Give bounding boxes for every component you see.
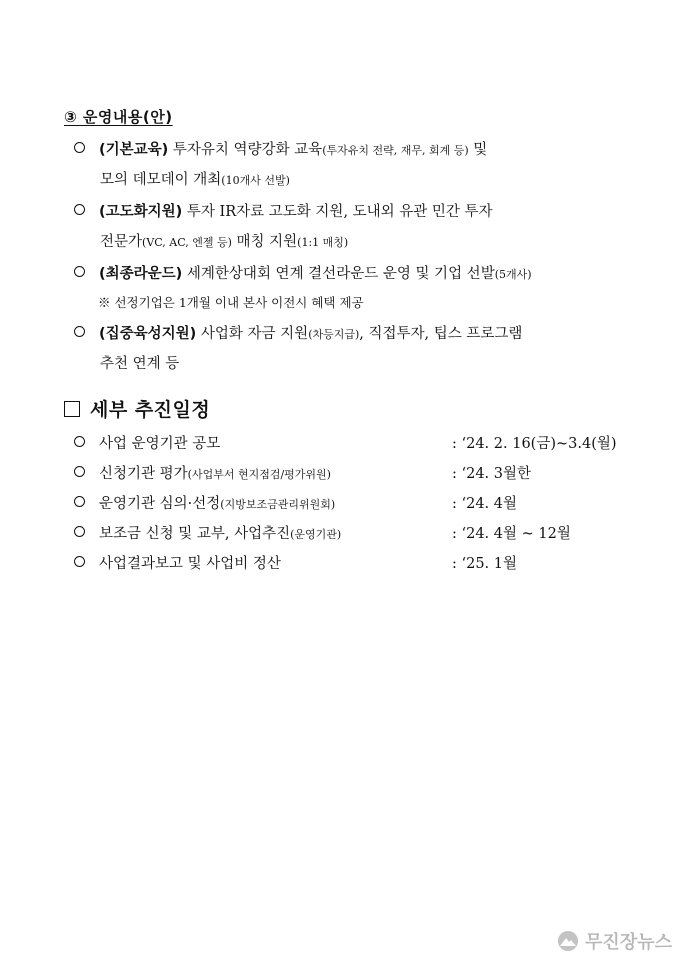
circle-bullet-icon [74, 496, 85, 507]
circle-bullet-icon [74, 556, 85, 567]
schedule-date: : ‘24. 4월 ~ 12월 [452, 526, 571, 542]
section-title: 세부 추진일정 [64, 395, 210, 422]
circle-bullet-icon [74, 204, 85, 215]
circle-bullet-icon [74, 466, 85, 477]
document-page: ③ 운영내용(안) (기본교육) 투자유치 역량강화 교육(투자유치 전략, 재무, 회계 등) 및 모의 데모데이 개최(10개사 선발) (고도화지원) 투자 IR자료 고도화 지원, 도내외 유관 민간 투자 전문가(VC, AC, 엔젤 등) 매칭 지원(1:1 매칭) (최종라운드) 세계한상대회 연계 결선라운드 운영 및 기업 선발(5개사) ※ 선정기업은 1개월 이내 본사 이전시 혜택 제공 (집중육성지원) 사업화 자금 지원(차등지급), 직접투자, 팁스 프로그램 추천 연계 등 세부 추진일정 사업 운영기관 공모 : ‘24. 2. 16(금)~3.4(월) 신청기관 평가(사업부서 현지점검/평가위원) : ‘24. 3월한 운영기관 심의·선정(지방보조금관리위원회) : ‘24. 4월 보조금 신청 및 교부, 사업추진(운영기관) : ‘24. 4월 ~ 12월 사업결과보고 및 사업비 정산 : ‘25. 1월 무진장뉴스 [64, 108, 672, 953]
section-heading: ③ 운영내용(안) [64, 108, 173, 126]
note-text: ※ 선정기업은 1개월 이내 본사 이전시 혜택 제공 [98, 295, 364, 310]
schedule-date: : ‘24. 3월한 [452, 466, 532, 482]
circle-bullet-icon [74, 326, 85, 337]
square-bullet-icon [64, 401, 80, 417]
mountain-icon [557, 930, 579, 952]
circle-bullet-icon [74, 266, 85, 277]
schedule-date: : ‘24. 2. 16(금)~3.4(월) [452, 436, 617, 452]
schedule-date: : ‘25. 1월 [452, 556, 518, 572]
schedule-date: : ‘24. 4월 [452, 496, 518, 512]
circle-bullet-icon [74, 526, 85, 537]
circle-bullet-icon [74, 142, 85, 153]
watermark [557, 928, 672, 954]
circle-bullet-icon [74, 436, 85, 447]
watermark-text: 무진장뉴스 [585, 932, 672, 953]
